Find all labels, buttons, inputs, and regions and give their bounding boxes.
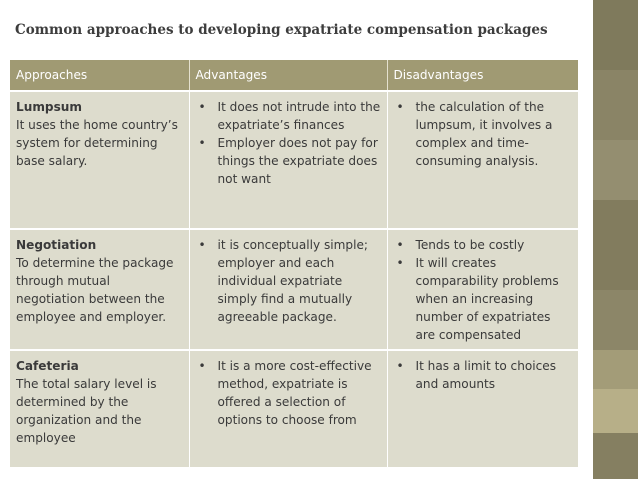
disadvantage-item: • the calculation of the lumpsum, it involves a complex and time-consuming analysis. [396,100,553,168]
bullet: • [198,359,206,373]
bullet: • [198,238,206,252]
disadvantage-item: • It has a limit to choices and amounts [396,359,557,391]
advantage-item: • It does not intrude into the expatriate’s finances [198,100,381,132]
table-row [10,91,578,229]
approaches-table [10,60,578,467]
side-tile [593,140,638,200]
table-header-row [10,60,578,91]
advantages-cell [189,229,387,350]
approach-name: Lumpsum [16,100,82,114]
header-advantages: Advantages [189,60,387,91]
side-tile [593,290,638,350]
approach-cell [10,350,189,467]
table-row [10,350,578,467]
disadvantages-cell [387,350,578,467]
bullet: • [396,256,404,270]
approach-cell [10,229,189,350]
bullet: • [396,359,404,373]
disadvantage-item: • Tends to be costly [396,238,525,252]
side-tile [593,0,638,70]
header-disadvantages: Disadvantages [387,60,578,91]
approach-name: Cafeteria [16,359,79,373]
advantage-item: • it is conceptually simple; employer and each individual expatriate simply find a mutually agreeable package. [198,238,368,324]
table-row [10,229,578,350]
approach-description: It uses the home country’s system for determining base salary. [16,118,178,168]
approach-description: To determine the package through mutual negotiation between the employee and employer. [16,256,174,324]
advantage-item: • It is a more cost-effective method, expatriate is offered a selection of options to choose from [198,359,372,427]
approach-name: Negotiation [16,238,97,252]
side-tile-highlight [593,389,638,433]
bullet: • [396,238,404,252]
disadvantages-cell [387,229,578,350]
bullet: • [198,100,206,114]
advantage-item: • Employer does not pay for things the expatriate does not want [198,136,378,186]
slide-title: Common approaches to developing expatriate compensation packages [15,22,548,38]
side-tile [593,70,638,140]
advantages-cell [189,91,387,229]
approach-description: The total salary level is determined by the organization and the employee [16,377,157,445]
approach-cell [10,91,189,229]
side-tile [593,200,638,290]
bullet: • [396,100,404,114]
decorative-side-band [593,0,638,479]
advantages-cell [189,350,387,467]
bullet: • [198,136,206,150]
side-tile [593,350,638,390]
header-approaches: Approaches [10,60,189,91]
disadvantage-item: • It will creates comparability problems when an increasing number of expatriates are compensated [396,256,559,342]
disadvantages-cell [387,91,578,229]
